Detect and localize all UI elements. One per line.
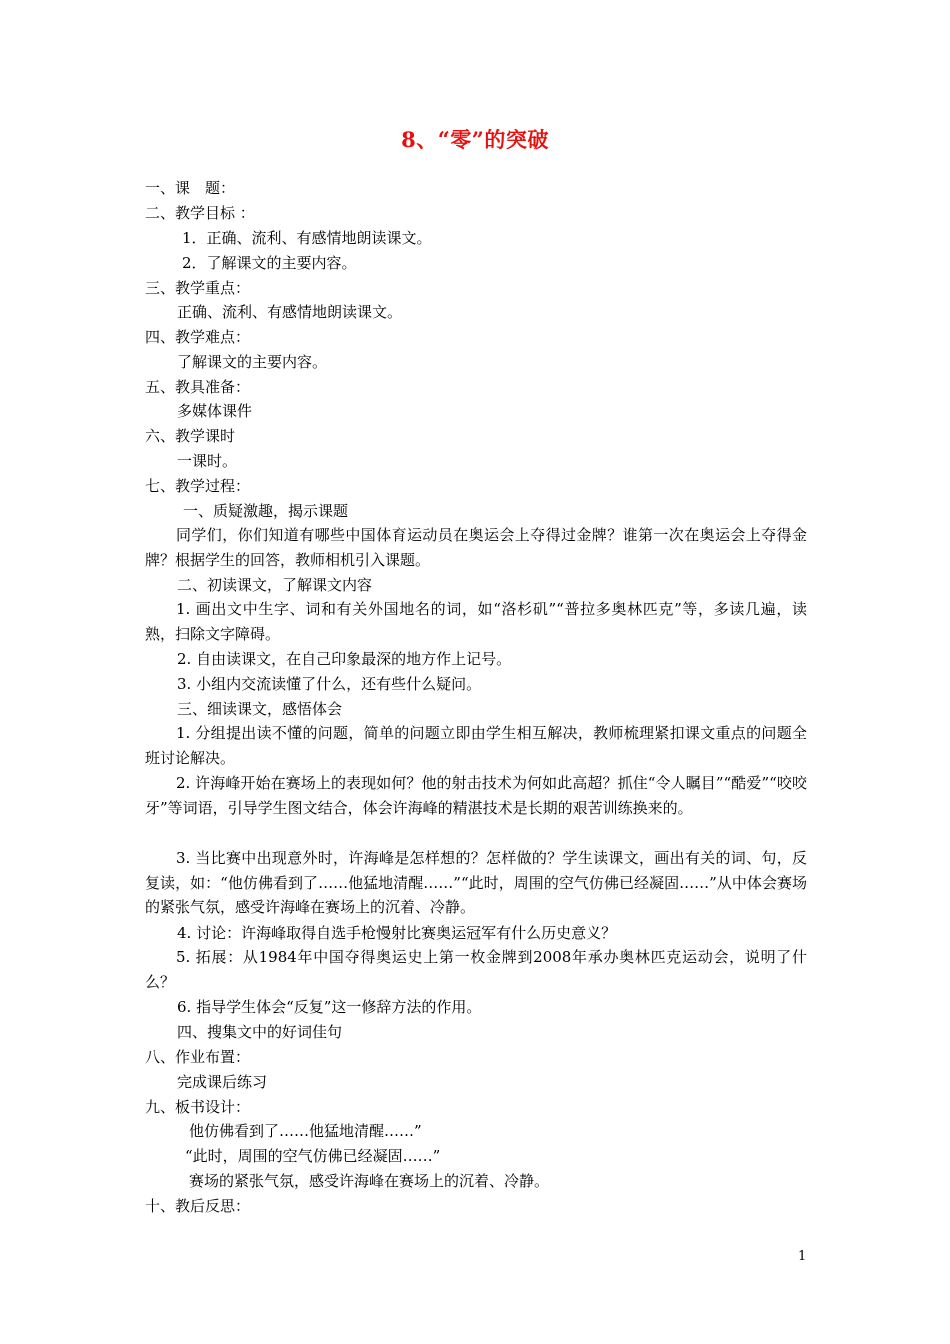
section-heading: 十、教后反思： [145,1197,251,1215]
section-heading: 四、教学难点： [145,328,251,346]
paragraph: 1. 分组提出读不懂的问题，简单的问题立即由学生相互解决，教师梳理紧扣课文重点的问题全班讨论解决。 [145,724,807,767]
subsection-heading: 二、初读课文，了解课文内容 [177,576,373,594]
body-text: 完成课后练习 [177,1073,268,1091]
body-text: 一课时。 [177,452,238,470]
subsection-heading: 三、细读课文，感悟体会 [177,700,343,718]
section-heading: 七、教学过程： [145,477,251,495]
paragraph: 2. 许海峰开始在赛场上的表现如何？他的射击技术为何如此高超？抓住“令人瞩目”“酷爱”“咬咬牙”等词语，引导学生图文结合，体会许海峰的精湛技术是长期的艰苦训练换来的。 [145,774,807,817]
board-line: “此时，周围的空气仿佛已经凝固……” [185,1147,441,1165]
list-item: 1．正确、流利、有感情地朗读课文。 [182,229,432,247]
paragraph: 1. 画出文中生字、词和有关外国地名的词，如“洛杉矶”“普拉多奥林匹克”等，多读几遍，读熟，扫除文字障碍。 [145,600,807,643]
list-item: 4. 讨论：许海峰取得自选手枪慢射比赛奥运冠军有什么历史意义？ [177,924,617,942]
paragraph: 3. 当比赛中出现意外时，许海峰是怎样想的？怎样做的？学生读课文，画出有关的词、句，反复读，如：“他仿佛看到了……他猛地清醒……”“此时，周围的空气仿佛已经凝固……”从中体会赛场的紧张气氛，感受许海峰在赛场上的沉着、冷静。 [145,849,807,917]
section-heading: 一、课 题： [145,179,236,197]
page-number: 1 [798,1249,807,1264]
section-heading: 三、教学重点： [145,279,251,297]
body-text: 多媒体课件 [177,402,253,420]
body-text: 了解课文的主要内容。 [177,353,328,371]
section-heading: 八、作业布置： [145,1048,251,1066]
section-heading: 六、教学课时 [145,427,236,445]
subsection-heading: 四、搜集文中的好词佳句 [177,1023,343,1041]
paragraph: 5. 拓展：从1984年中国夺得奥运史上第一枚金牌到2008年承办奥林匹克运动会，说明了什么？ [145,948,807,991]
paragraph: 同学们，你们知道有哪些中国体育运动员在奥运会上夺得过金牌？谁第一次在奥运会上夺得金牌？根据学生的回答，教师相机引入课题。 [145,526,807,569]
section-heading: 九、板书设计： [145,1098,251,1116]
list-item: 2. 自由读课文，在自己印象最深的地方作上记号。 [177,650,512,668]
page-title: 8、“零”的突破 [401,127,549,152]
list-item: 6. 指导学生体会“反复”这一修辞方法的作用。 [177,998,482,1016]
board-line: 赛场的紧张气氛，感受许海峰在赛场上的沉着、冷静。 [189,1172,550,1190]
list-item: 2．了解课文的主要内容。 [182,254,357,272]
board-line: 他仿佛看到了……他猛地清醒……” [189,1122,422,1140]
body-text: 正确、流利、有感情地朗读课文。 [177,303,403,321]
section-heading: 二、教学目标 ： [145,204,255,222]
section-heading: 五、教具准备： [145,378,251,396]
subsection-heading: 一、质疑激趣，揭示课题 [183,502,349,520]
list-item: 3. 小组内交流读懂了什么，还有些什么疑问。 [177,675,482,693]
